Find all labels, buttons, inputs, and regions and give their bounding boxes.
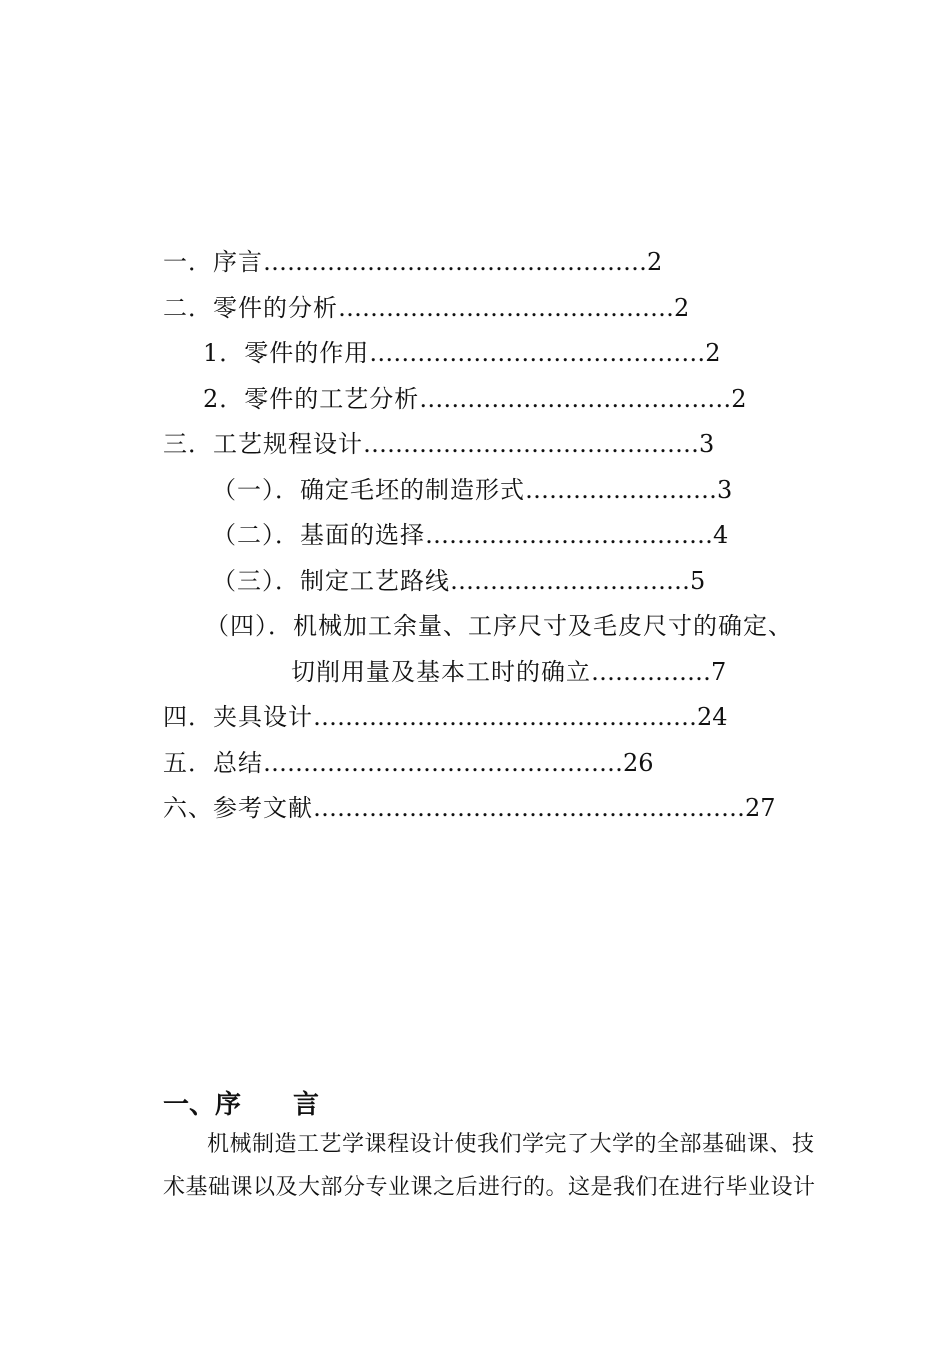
toc-entry-part-analysis[interactable]	[163, 292, 689, 324]
toc-leader-dots: ………………………………	[425, 521, 713, 549]
body-paragraph-line: 术基础课以及大部分专业课之后进行的。这是我们在进行毕业设计	[163, 1175, 816, 1200]
toc-leader-dots: ……………………………………	[369, 339, 706, 367]
toc-leader-dots: …………………………………………	[313, 703, 697, 731]
toc-entry-title: 2．零件的工艺分析	[203, 385, 420, 413]
toc-entry-title: 六、参考文献	[163, 794, 313, 822]
toc-page-number: 24	[697, 703, 728, 731]
toc-entry-fixture-design[interactable]	[163, 701, 728, 733]
toc-page-number: 2	[731, 385, 747, 413]
toc-leader-dots: ……………	[591, 658, 711, 686]
toc-page-number: 2	[647, 248, 663, 276]
toc-entry-references[interactable]	[163, 792, 776, 824]
toc-entry-summary[interactable]	[163, 747, 654, 779]
toc-entry-process-design[interactable]	[163, 428, 714, 460]
toc-entry-title: 四．夹具设计	[163, 703, 313, 731]
toc-entry-part-function[interactable]	[203, 337, 721, 369]
toc-page-number: 3	[699, 430, 715, 458]
toc-page-number: 2	[674, 294, 690, 322]
toc-page-number: 3	[717, 476, 733, 504]
toc-entry-title: 三．工艺规程设计	[163, 430, 363, 458]
toc-entry-title: 1．零件的作用	[203, 339, 370, 367]
toc-entry-title: 一．序言	[163, 248, 263, 276]
toc-entry-title: （二）．基面的选择	[212, 521, 425, 549]
toc-page-number: 7	[711, 658, 727, 686]
toc-entry-title: （一）．确定毛坯的制造形式	[212, 476, 525, 504]
toc-leader-dots: ……………………………………	[338, 294, 674, 322]
toc-leader-dots: …………………………………………	[263, 248, 647, 276]
toc-entry-title: （四）．机械加工余量、工序尺寸及毛皮尺寸的确定、	[205, 612, 793, 640]
section-heading-preface: 一、序 言	[163, 1090, 320, 1120]
toc-leader-dots: ………………………………………	[263, 749, 623, 777]
toc-page-number: 27	[745, 794, 776, 822]
toc-leader-dots: …………………………………	[419, 385, 732, 413]
toc-leader-dots: …………………………	[450, 567, 690, 595]
toc-entry-process-analysis[interactable]	[203, 383, 747, 415]
toc-entry-blank-form[interactable]	[212, 474, 732, 506]
toc-page-number: 26	[623, 749, 654, 777]
toc-entry-datum-selection[interactable]	[212, 519, 728, 551]
toc-entry-title: 切削用量及基本工时的确立	[291, 658, 591, 686]
toc-page-number: 5	[690, 567, 706, 595]
toc-leader-dots: ……………………	[525, 476, 717, 504]
toc-entry-title: （三）．制定工艺路线	[212, 567, 450, 595]
toc-entry-process-route[interactable]	[212, 565, 705, 597]
toc-entry-preface[interactable]	[163, 246, 662, 278]
toc-entry-title: 二．零件的分析	[163, 294, 338, 322]
toc-leader-dots: ………………………………………………	[313, 794, 745, 822]
toc-entry-cutting-parameters[interactable]	[291, 656, 726, 688]
toc-entry-title: 五．总结	[163, 749, 263, 777]
toc-entry-machining-allowance[interactable]	[205, 610, 793, 642]
toc-page-number: 4	[713, 521, 729, 549]
toc-page-number: 2	[705, 339, 721, 367]
body-paragraph-line: 机械制造工艺学课程设计使我们学完了大学的全部基础课、技	[207, 1132, 815, 1157]
toc-leader-dots: ……………………………………	[363, 430, 699, 458]
